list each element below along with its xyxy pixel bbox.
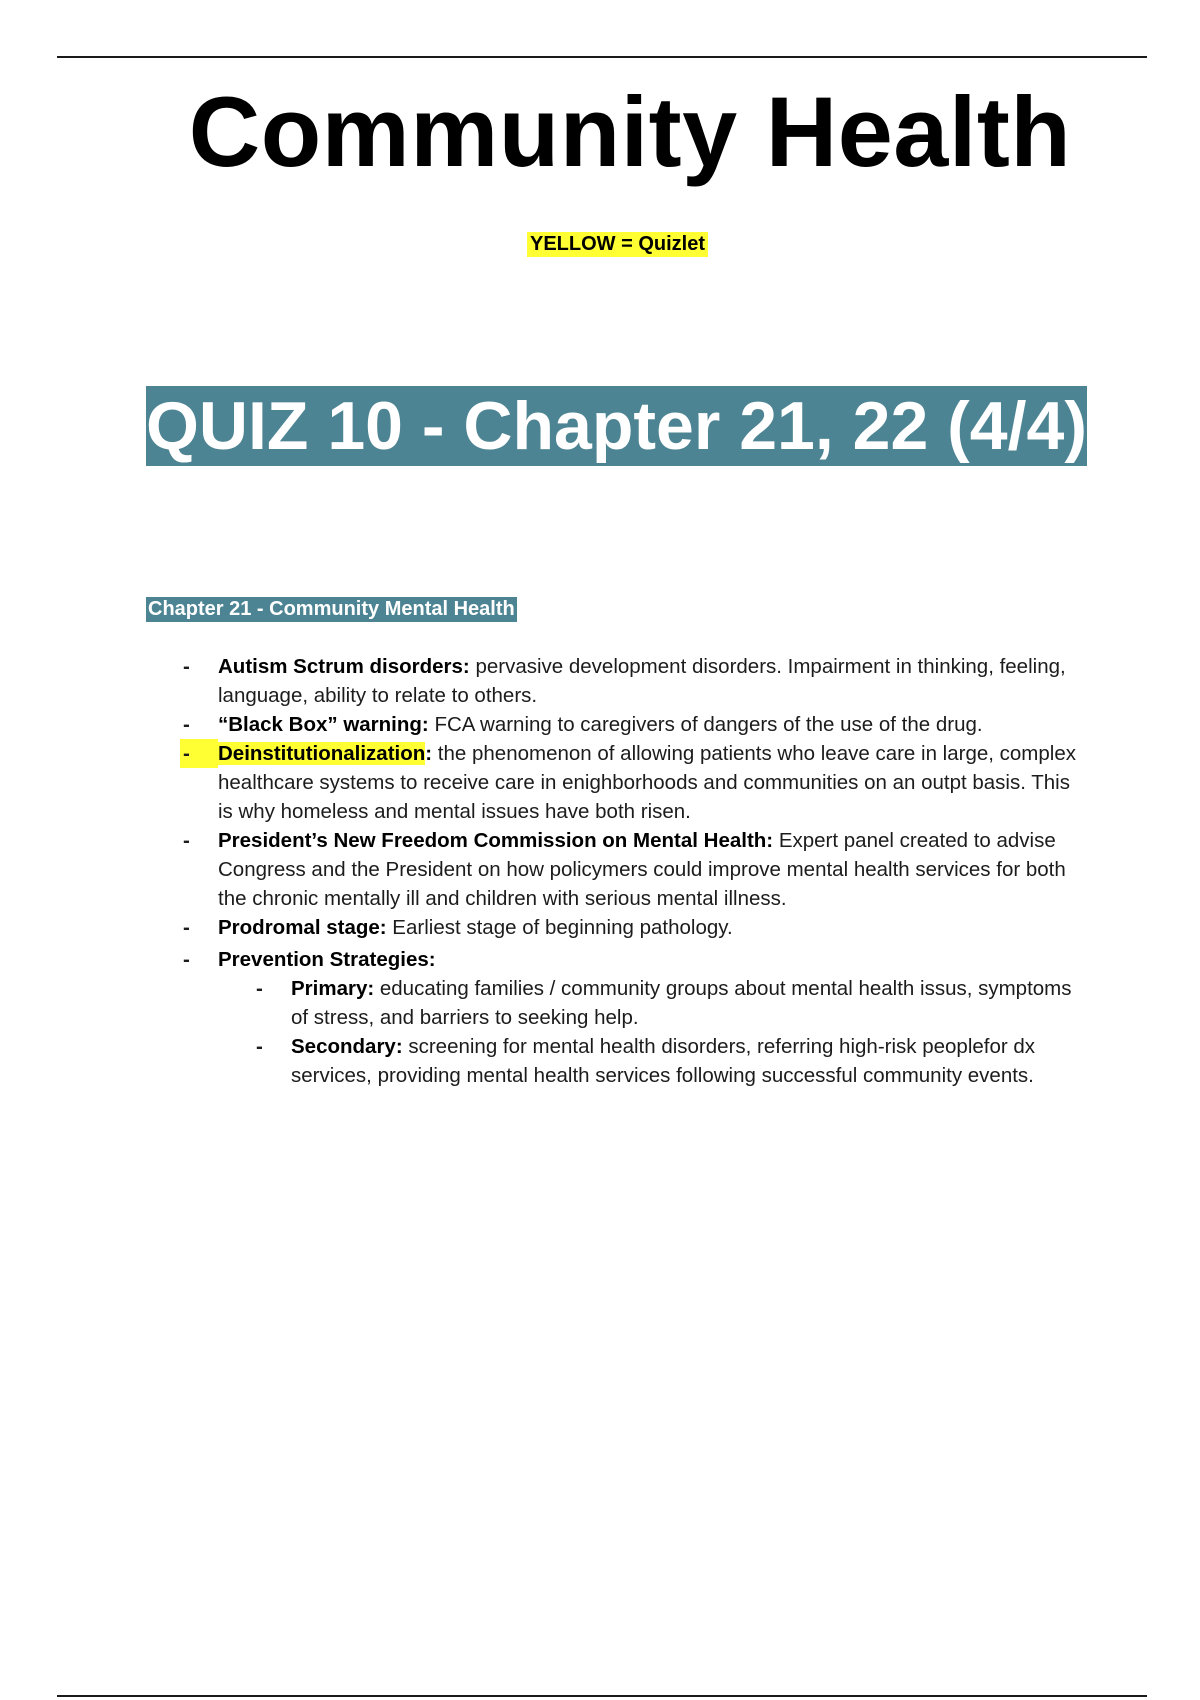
bullet-dash: - [183,916,190,939]
note-definition: educating families / community groups about mental health issus, symptoms of stress, and barriers to seeking help. [291,977,1072,1029]
highlight-legend: YELLOW = Quizlet [527,232,708,257]
note-term: Prevention Strategies: [218,948,436,971]
bullet-dash: - [183,829,190,852]
sub-list-item [253,1032,1080,1090]
note-definition: Expert panel created to advise Congress and the President on how policymers could improve mental health services for both the chronic mentally ill and children with serious mental illness. [218,829,1066,910]
chapter-heading: Chapter 21 - Community Mental Health [148,598,515,620]
quiz-heading [146,370,1146,482]
note-definition: screening for mental health disorders, referring high-risk peoplefor dx services, providing mental health services following successful community events. [291,1035,1036,1087]
bullet-dash: - [256,1035,263,1058]
note-definition: Earliest stage of beginning pathology. [386,916,733,939]
legend-row [0,232,1200,257]
note-term: Primary: [291,977,375,1000]
sub-list [253,974,1080,1090]
bullet-dash: - [256,977,263,1000]
list-item [180,710,1080,739]
note-term: Prodromal stage: [218,916,387,939]
note-term-colon: : [425,742,433,765]
note-definition: the phenomenon of allowing patients who leave care in large, complex healthcare systems to receive care in enighborhoods and communities on an outpt basis. This is why homeless and mental issues have both risen. [218,742,1076,823]
list-item [180,739,1080,826]
bottom-rule [57,1695,1147,1697]
list-item [180,652,1080,710]
bullet-dash: - [183,655,190,678]
bullet-dash: - [183,948,190,971]
sub-list-item [253,974,1080,1032]
quiz-heading-text: QUIZ 10 - Chapter 21, 22 (4/4) [146,388,1087,464]
note-term: “Black Box” warning: [218,713,429,736]
notes-list [180,652,1080,1090]
note-term-highlighted: Deinstitutionalization [218,742,426,765]
list-item [180,945,1080,1090]
note-term: President’s New Freedom Commission on Mental Health: [218,829,774,852]
bullet-dash: - [183,713,190,736]
list-item [180,826,1080,913]
bullet-dash: - [180,739,218,768]
document-title: Community Health [188,76,1072,187]
list-item [180,913,1080,942]
note-term: Secondary: [291,1035,403,1058]
note-definition: pervasive development disorders. Impairment in thinking, feeling, language, ability to relate to others. [218,655,1066,707]
note-definition: FCA warning to caregivers of dangers of the use of the drug. [428,713,983,736]
top-rule [57,56,1147,58]
note-term: Autism Sctrum disorders: [218,655,470,678]
